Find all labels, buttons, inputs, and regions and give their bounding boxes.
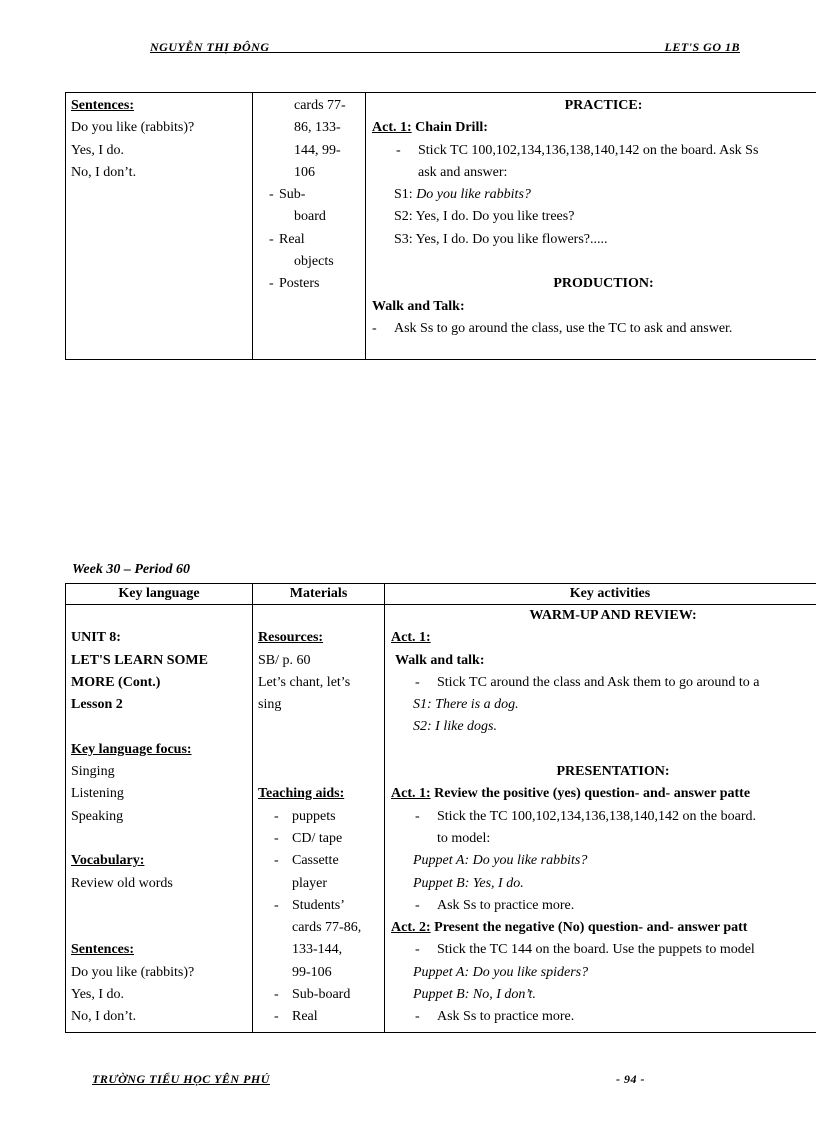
aid-cassette-cont: player bbox=[292, 875, 327, 891]
sentences-heading: Sentences: bbox=[71, 942, 134, 958]
presentation-act1: Act. 1: Review the positive (yes) question- and- answer patte bbox=[391, 786, 751, 802]
sentence-question: Do you like (rabbits)? bbox=[71, 120, 195, 136]
spacer bbox=[71, 828, 252, 850]
puppet-b-line: Puppet B: No, I don’t. bbox=[413, 987, 536, 1003]
page-number: - 94 - bbox=[616, 1072, 645, 1086]
resource-item: SB/ p. 60 bbox=[258, 652, 311, 668]
spacer bbox=[71, 716, 252, 738]
key-language-cell bbox=[66, 605, 253, 1033]
warmup-act1-label: Act. 1: bbox=[391, 630, 431, 646]
material-item-subboard-cont: board bbox=[294, 209, 326, 225]
activities-cell bbox=[385, 605, 816, 1033]
cards-line: 86, 133- bbox=[294, 120, 341, 136]
unit-title-cont: MORE (Cont.) bbox=[71, 674, 161, 690]
spacer bbox=[71, 917, 252, 939]
presentation-act2-stick: - Stick the TC 144 on the board. Use the puppets to model bbox=[415, 942, 755, 958]
practice-more: - Ask Ss to practice more. bbox=[415, 897, 575, 913]
resource-item: sing bbox=[258, 697, 282, 713]
focus-item: Listening bbox=[71, 786, 124, 802]
focus-item: Speaking bbox=[71, 808, 124, 824]
practice-heading: PRACTICE: bbox=[564, 98, 643, 113]
practice-more: - Ask Ss to practice more. bbox=[415, 1009, 575, 1025]
aid-students-cards: - Students’ bbox=[274, 897, 345, 913]
material-item-subboard: - Sub- bbox=[269, 187, 306, 203]
spacer bbox=[372, 251, 816, 273]
page-header bbox=[150, 40, 740, 54]
key-language-cell bbox=[66, 93, 253, 360]
sentence-question: Do you like (rabbits)? bbox=[71, 964, 195, 980]
sentence-no: No, I don’t. bbox=[71, 1009, 137, 1025]
dialogue-s2: S2: I like dogs. bbox=[413, 719, 497, 735]
cards-line: 106 bbox=[294, 164, 315, 180]
lesson-table-continued bbox=[65, 92, 816, 360]
presentation-act1-stick: - Stick the TC 100,102,134,136,138,140,142 on the board. bbox=[415, 808, 756, 824]
stick-instruction: - Stick TC 100,102,134,136,138,140,142 on the board. Ask Ss bbox=[396, 142, 759, 158]
teaching-aids-heading: Teaching aids: bbox=[258, 786, 345, 802]
sentence-no: No, I don’t. bbox=[71, 164, 137, 180]
aid-subboard: - Sub-board bbox=[274, 987, 351, 1003]
dialogue-s2: S2: Yes, I do. Do you like trees? bbox=[394, 209, 575, 225]
cards-line: cards 77- bbox=[294, 98, 346, 113]
spacer bbox=[258, 605, 384, 627]
warmup-heading: WARM-UP AND REVIEW: bbox=[529, 608, 697, 623]
column-header-key-activities: Key activities bbox=[385, 584, 816, 605]
act1-chain-drill: Act. 1: Chain Drill: bbox=[372, 120, 488, 136]
puppet-a-line: Puppet A: Do you like rabbits? bbox=[413, 853, 588, 869]
sentence-yes: Yes, I do. bbox=[71, 142, 125, 158]
lesson-table-week30 bbox=[65, 583, 816, 1033]
walk-and-talk-instruction: - Ask Ss to go around the class, use the TC to ask and answer. bbox=[372, 320, 733, 336]
spacer bbox=[71, 895, 252, 917]
dialogue-s1: S1: Do you like rabbits? bbox=[394, 187, 531, 203]
aid-students-cards-cont: 99-106 bbox=[292, 964, 332, 980]
stick-instruction-cont: ask and answer: bbox=[418, 164, 508, 180]
column-header-materials: Materials bbox=[253, 584, 385, 605]
aid-real: - Real bbox=[274, 1009, 318, 1025]
lesson-label: Lesson 2 bbox=[71, 697, 123, 713]
spacer bbox=[258, 716, 384, 738]
header-rule bbox=[150, 52, 740, 53]
spacer bbox=[71, 605, 252, 627]
spacer bbox=[391, 739, 816, 761]
materials-cell bbox=[253, 605, 385, 1033]
puppet-b-line: Puppet B: Yes, I do. bbox=[413, 875, 524, 891]
sentences-heading: Sentences: bbox=[71, 98, 134, 113]
aid-cd-tape: - CD/ tape bbox=[274, 830, 343, 846]
presentation-heading: PRESENTATION: bbox=[556, 764, 670, 780]
walk-and-talk-title: Walk and Talk: bbox=[372, 298, 465, 314]
production-heading: PRODUCTION: bbox=[553, 276, 654, 292]
cards-line: 144, 99- bbox=[294, 142, 341, 158]
presentation-act2: Act. 2: Present the negative (No) question- and- answer patt bbox=[391, 920, 748, 936]
material-item-real: - Real bbox=[269, 231, 305, 247]
header-book-title: LET'S GO 1B bbox=[664, 40, 740, 54]
aid-puppets: - puppets bbox=[274, 808, 336, 824]
aid-students-cards-cont: 133-144, bbox=[292, 942, 343, 958]
column-header-key-language: Key language bbox=[66, 584, 253, 605]
focus-item: Singing bbox=[71, 764, 115, 780]
activities-cell bbox=[366, 93, 816, 360]
vocabulary-text: Review old words bbox=[71, 875, 173, 891]
dialogue-s3: S3: Yes, I do. Do you like flowers?..... bbox=[394, 231, 608, 247]
dialogue-s1: S1: There is a dog. bbox=[413, 697, 519, 713]
walk-and-talk-title: Walk and talk: bbox=[395, 652, 485, 668]
walk-and-talk-instruction: - Stick TC around the class and Ask them to go around to a bbox=[415, 674, 760, 690]
material-item-posters: - Posters bbox=[269, 276, 320, 292]
aid-cassette: - Cassette bbox=[274, 853, 339, 869]
aid-students-cards-cont: cards 77-86, bbox=[292, 920, 362, 936]
material-item-real-cont: objects bbox=[294, 254, 334, 270]
focus-heading: Key language focus: bbox=[71, 741, 192, 757]
footer-school: TRƯỜNG TIỂU HỌC YÊN PHÚ bbox=[92, 1072, 270, 1086]
presentation-act1-stick-cont: to model: bbox=[437, 830, 491, 846]
week-period-label: Week 30 – Period 60 bbox=[72, 562, 190, 577]
unit-label: UNIT 8: bbox=[71, 630, 121, 646]
vocabulary-heading: Vocabulary: bbox=[71, 853, 145, 869]
spacer bbox=[258, 739, 384, 761]
unit-title: LET'S LEARN SOME bbox=[71, 652, 208, 668]
materials-cell bbox=[253, 93, 366, 360]
resources-heading: Resources: bbox=[258, 630, 324, 646]
header-author: NGUYỄN THỊ ĐÔNG bbox=[150, 40, 270, 54]
resource-item: Let’s chant, let’s bbox=[258, 674, 351, 690]
spacer bbox=[258, 761, 384, 783]
puppet-a-line: Puppet A: Do you like spiders? bbox=[413, 964, 589, 980]
sentence-yes: Yes, I do. bbox=[71, 987, 125, 1003]
